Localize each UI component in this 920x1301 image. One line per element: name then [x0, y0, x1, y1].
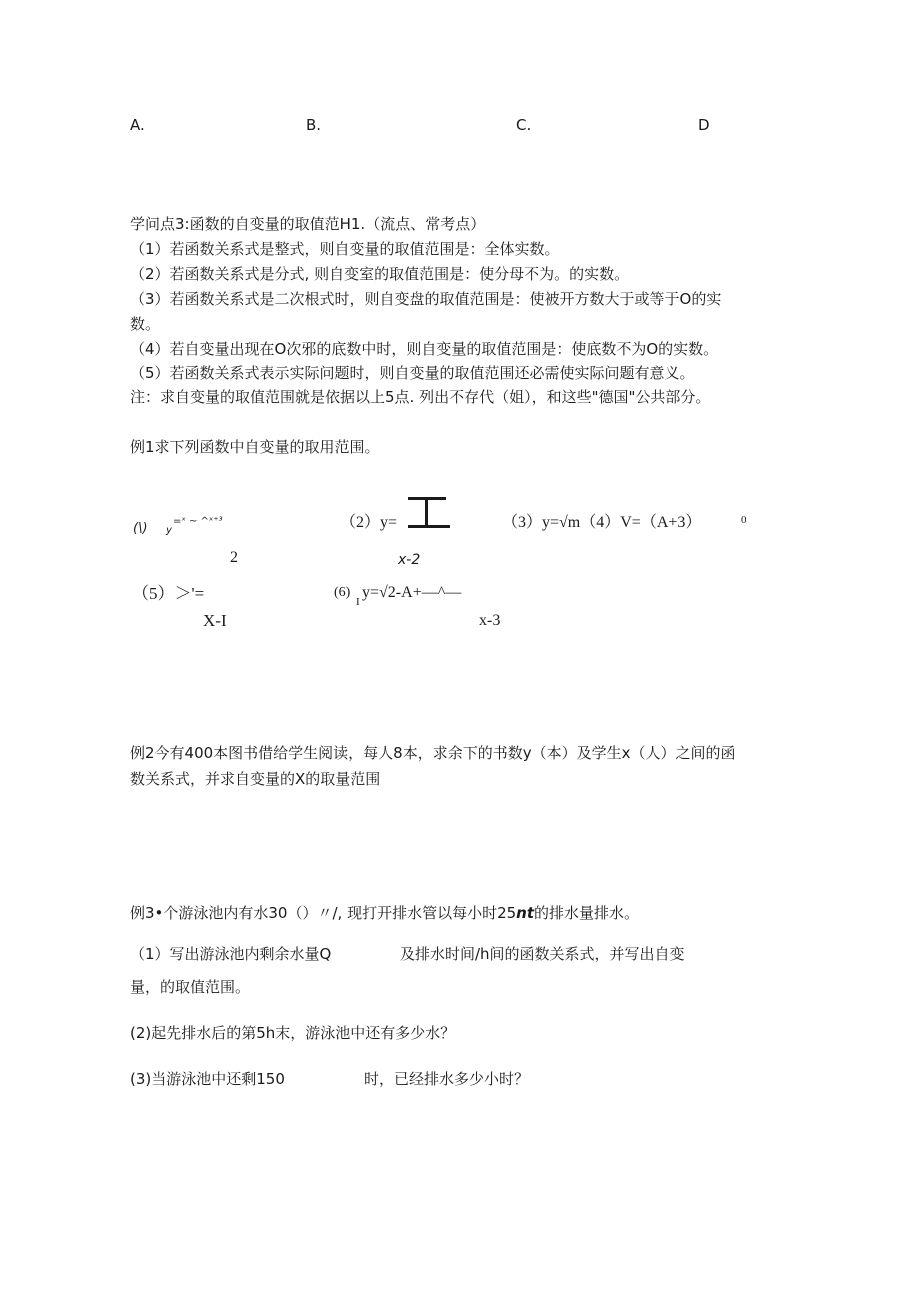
section-note: 注：求自变量的取值范围就是依据以上5点. 列出不存代（姐），和这些"德国"公共部分。	[130, 388, 711, 406]
formula1-y: y	[166, 525, 172, 536]
example3-q1-part1: （1）写出游泳池内剩余水量Q	[130, 945, 332, 963]
example3-title	[130, 904, 639, 922]
formula4-exponent: 0	[741, 514, 747, 526]
example3-q2: (2)起先排水后的第5h末，游泳池中还有多少水？	[130, 1024, 456, 1042]
example3-q1-line2: 量，的取值范围。	[130, 978, 251, 996]
section-item-4: （4）若自变量出现在O次邪的底数中时，则自变量的取值范围是：使底数不为O的实数。	[130, 340, 719, 358]
formula6-expr: y=√2-A+—^—	[362, 584, 462, 601]
option-b: B.	[306, 116, 322, 134]
example1-title: 例1求下列函数中自变量的取用范围。	[130, 438, 380, 456]
example3-q3-part2: 时，已经排水多少小时？	[364, 1070, 530, 1088]
section-item-1: （1）若函数关系式是整式，则自变量的取值范围是：全体实数。	[130, 240, 560, 258]
section-item-2: （2）若函数关系式是分式, 则自变室的取值范围是：使分母不为。的实数。	[130, 265, 630, 283]
formula5-label: （5）＞'=	[132, 584, 205, 603]
section-title: 学问点3:函数的自变量的取值范H1.（流点、常考点）	[130, 215, 486, 233]
option-d: D	[698, 116, 710, 134]
section-item-3-cont: 数。	[130, 315, 161, 333]
example3-title-unit: nt	[516, 904, 535, 922]
formula1-denominator: 2	[230, 549, 238, 566]
example3-title-end: 的排水量排水。	[534, 904, 640, 922]
formula6-subscript: I	[356, 596, 360, 608]
fraction-bar-glyph	[408, 497, 452, 531]
formula5-denominator: X-I	[203, 611, 227, 630]
example2-line1: 例2今有400本图书借给学生阅读，每人8本，求余下的书数y（本）及学生x（人）之间的函	[130, 744, 736, 762]
formula2-denominator: x-2	[398, 552, 421, 568]
option-a: A.	[130, 116, 145, 134]
formula1-expr: =ˣ ~ ^ˣ⁺³	[173, 516, 223, 527]
section-item-3: （3）若函数关系式是二次根式时，则自变盘的取值范围是：使被开方数大于或等于O的实	[130, 290, 722, 308]
formula3-4: （3）y=√m（4）V=（A+3）	[502, 514, 702, 531]
formula6-label: (6)	[334, 585, 351, 600]
example3-title-text: 例3•个游泳池内有水30（）〃/, 现打开排水管以每小时25	[130, 904, 517, 922]
formula1-prefix: (\)	[133, 521, 148, 536]
option-c: C.	[516, 116, 532, 134]
example2-line2: 数关系式，并求自变量的X的取量范围	[130, 770, 381, 788]
formula6-denominator: x-3	[479, 612, 501, 629]
section-item-5: （5）若函数关系式表示实际问题时，则自变量的取值范围还必需使实际问题有意义。	[130, 364, 695, 382]
formula2-label: （2）y=	[340, 514, 398, 531]
example3-q3-part1: (3)当游泳池中还剩150	[130, 1070, 285, 1088]
example3-q1-part2: 及排水时间/h间的函数关系式，并写出自变	[400, 945, 685, 963]
